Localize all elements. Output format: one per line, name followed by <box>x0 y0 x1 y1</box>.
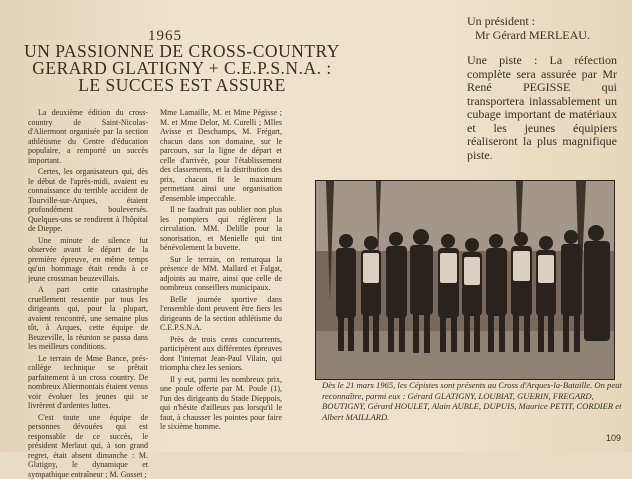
team-photo-illustration <box>316 181 614 379</box>
photo-caption: Dès le 21 mars 1965, les Cépistes sont présents au Cross d'Arques-la-Bataille. On peut reconnaître, parmi eux : Gérard GLATIGNY, LOUBIAT, GUERIN, FREGARD, BOUTIGNY, Gérard HOULET, Alain AUBLE, DUPUIS, Maurice PETIT, CORDIER et Albert MAILLARD. <box>322 380 622 422</box>
paragraph: A part cette catastrophe cruellement ressentie par tous les dirigeants qui, pour la plupart, avaient rencontré, une semaine plus tôt, à Arques, cette équipe de Beuzeville, la réunion se passa dans les meilleurs conditions. <box>28 285 148 352</box>
article-headline <box>12 43 352 94</box>
article-year: 1965 <box>148 28 182 45</box>
president-name: Mr Gérard MERLEAU. <box>467 29 617 43</box>
piste-text: Une piste : La réfection complète sera assurée par Mr René PEGISSE qui transportera inlassablement un cubage important de matériaux et les jeunes équipiers réaliseront la plus magnifique piste. <box>467 54 617 162</box>
paragraph: Près de trois cents concurrents, participèrent aux différentes épreuves dont l'internat Jean-Paul Vilain, qui triompha chez les seniors. <box>160 335 282 373</box>
paragraph: Le terrain de Mme Bance, prés-collège technique se prêtait parfaitement à un cross country. De nombreux Aliermontais étaient venus voir évoluer les jeunes qui se livrèrent d'ardentes luttes. <box>28 354 148 411</box>
paragraph: Belle journée sportive dans l'ensemble dont peuvent être fiers les dirigeants de la section athlétisme du C.E.P.S.N.A. <box>160 295 282 333</box>
paragraph: Il ne faudrait pas oublier non plus les pompiers qui réglèrent la circulation. MM. Delille pour la sonorisation, et Menielle qui tint bénévolement la buvette. <box>160 205 282 253</box>
paragraph: Mme Lamaille, M. et Mme Pégisse ; M. et Mme Delor, M. Curelli ; Mlles Avisse et Deschamps, M. Frégart, chacun dans son domaine, sur le parcours, sur la ligne de départ et celle d'arrivée, pour l'établissement des classements, et la distribution des prix, chacun fit le maximum permettant ainsi une organisation d'ensemble impeccable. <box>160 108 282 203</box>
headline-line-3: LE SUCCES EST ASSURE <box>12 77 352 94</box>
paragraph: Sur le terrain, on remarqua la présence de MM. Mallard et Falgat, adjoints au maire, ainsi que celle de nombreux conseillers municipaux. <box>160 255 282 293</box>
headline-line-1: UN PASSIONNE DE CROSS-COUNTRY <box>12 43 352 60</box>
paragraph: La deuxième édition du cross-country de Saint-Nicolas-d'Aliermont organisée par la section athlétisme du Centre d'éducation populaire, a remporté un succès important. <box>28 108 148 165</box>
team-photo <box>315 180 615 380</box>
headline-line-2: GERARD GLATIGNY + C.E.P.S.N.A. : <box>12 60 352 77</box>
paragraph: Il y eut, parmi les nombreux prix, une poule offerte par M. Poule (1), l'un des dirigeants du Stade Dieppois, qui n'hésite d'ailleurs pas lorsqu'il le faut, à chausser les pointes pour faire le sixième homme. <box>160 375 282 432</box>
page-number: 109 <box>606 433 621 443</box>
paragraph: Certes, les organisateurs qui, dès le début de l'après-midi, avaient eu connaissance du terrible accident de Tourville-sur-Arques, étaient profondément bouleversés. Quelques-uns se rendirent à l'hôpital de Dieppe. <box>28 167 148 234</box>
paragraph: Une minute de silence fut observée avant le départ de la première épreuve, en même temps qu'un hommage était rendu à ce jeune crossman beuzevillais. <box>28 236 148 284</box>
president-label: Un président : <box>467 15 617 29</box>
sidebar-notes <box>467 15 617 162</box>
article-column-1 <box>28 108 148 426</box>
article-column-2 <box>160 108 282 426</box>
paragraph: C'est toute une équipe de personnes dévouées qui est responsable de ce succès, le président Merlaut qui, à son grand regret, était absent dimanche : M. Glatigny, le dynamique et sympathique entraîneur ; M. Gosset ; <box>28 413 148 479</box>
